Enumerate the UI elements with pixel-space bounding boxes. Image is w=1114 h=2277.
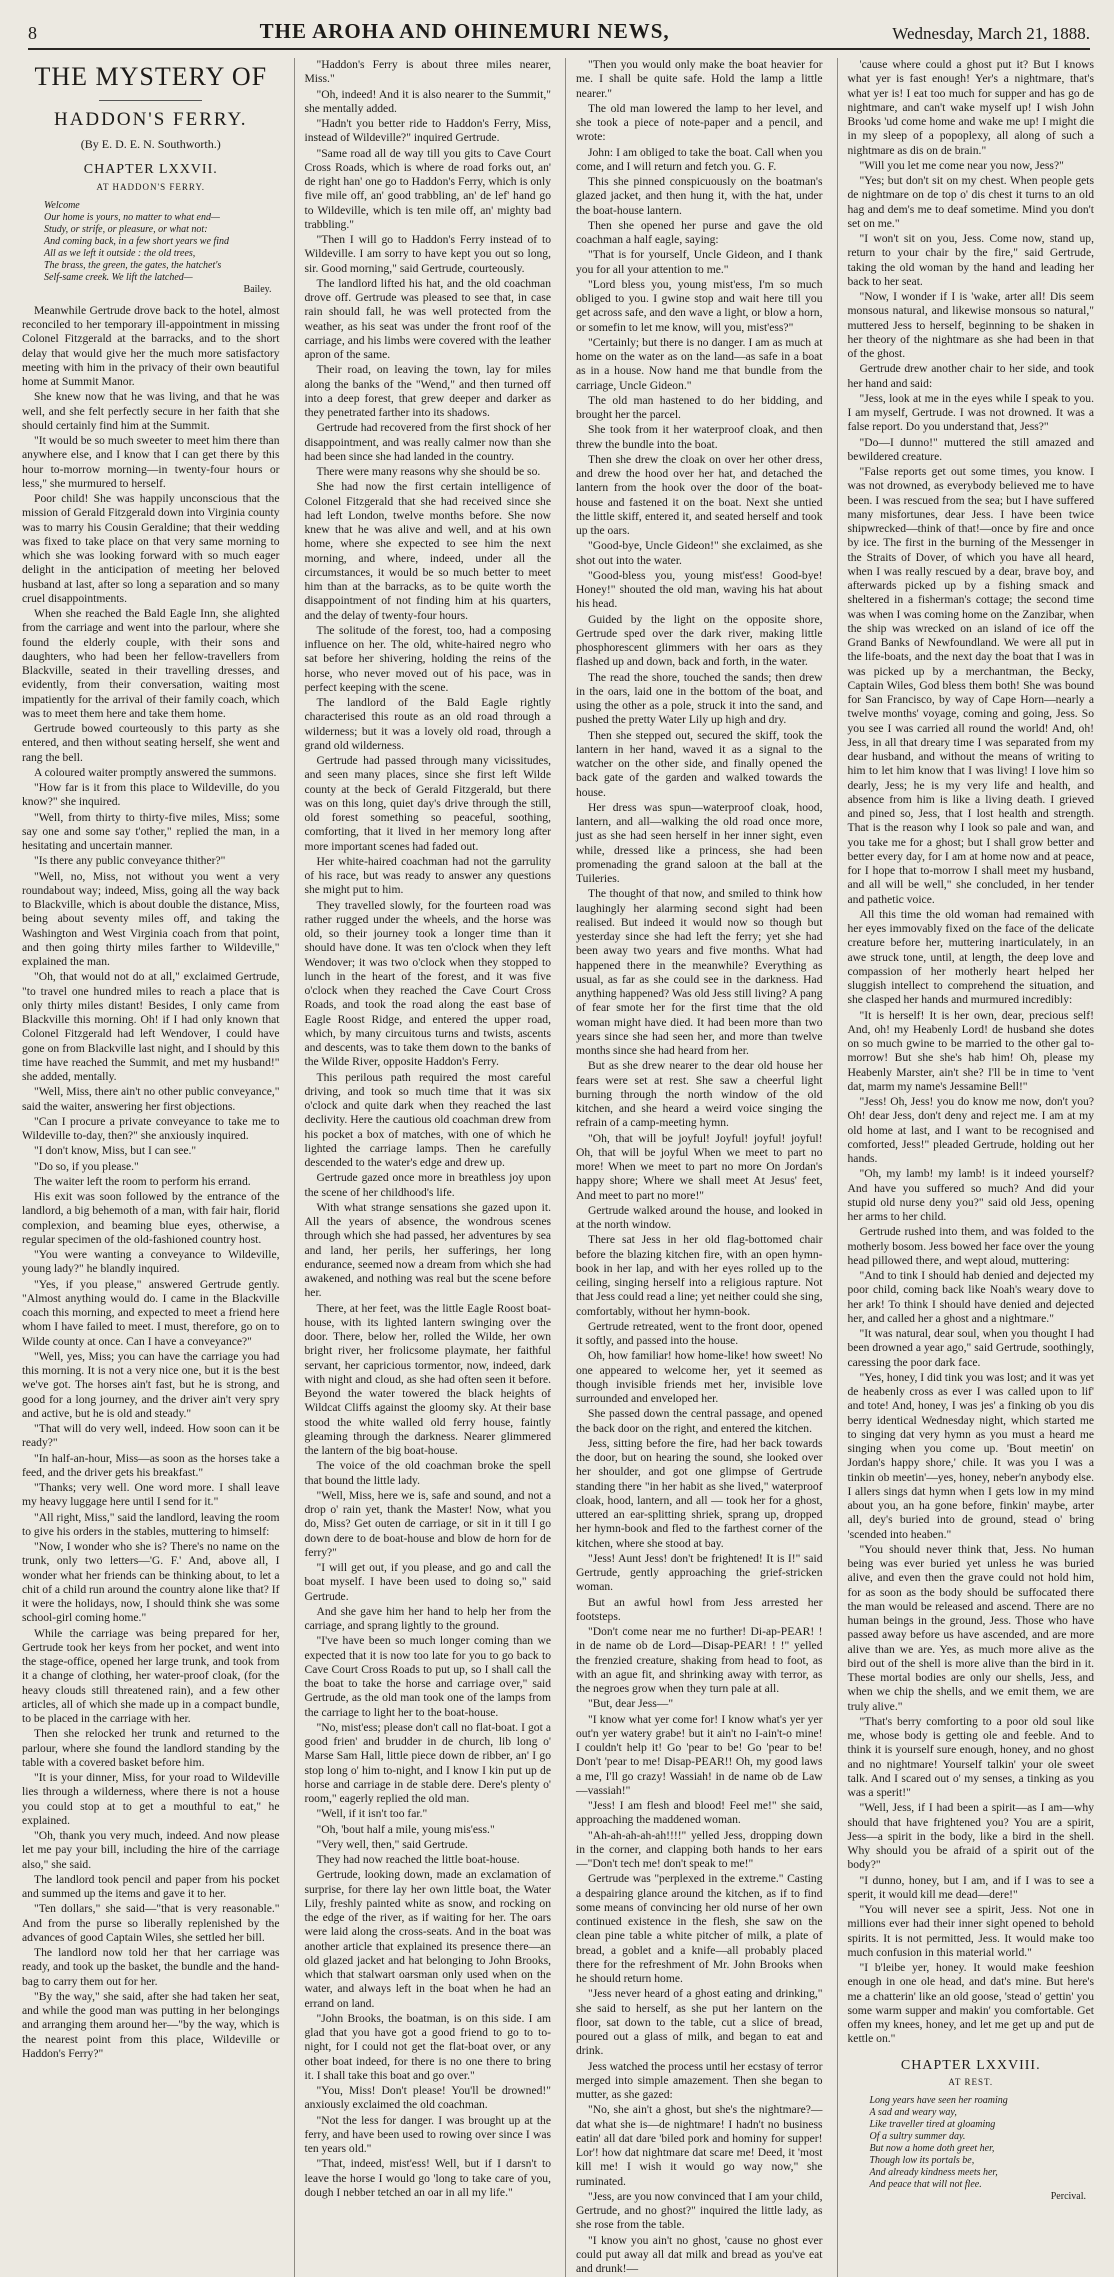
newspaper-title: THE AROHA AND OHINEMURI NEWS, — [259, 19, 670, 43]
paragraph: "You should never think that, Jess. No human being was ever buried yet unless he was buried alive, and even then the grave could not hold him, for as soon as the body should be suffocated there the man would be released and ascend. There are no human beings in the ground, Jess. Those who have passed away before us have ascended, and are more alive than we are. Yes, as much more alive as the bird out of the shell is more alive than the bird in it. These mortal bodies are only our shells, Jess, and when we chip the shells, and we emit them, we are truly alive." — [847, 1542, 1094, 1713]
paragraph: "Hadn't you better ride to Haddon's Ferry, Miss, instead of Wildeville?" inquired Gertrude. — [304, 117, 551, 145]
paragraph: "I b'leibe yer, honey. It would make feeshion enough in one ole head, and dat's mine. But here's me a chatterin' like an old goose, 'stead o' gettin' you some warm supper and makin' you comfortable. Get offen my knees, honey, and let me get up and put de kettle on." — [847, 1961, 1094, 2046]
paragraph: "You were wanting a conveyance to Wildeville, young lady?" he blandly inquired. — [22, 1248, 280, 1276]
paragraph: "And to tink I should hab denied and dejected my poor child, coming back like Noah's weary dove to her ark! To think I should have denied and dejected her, and called her a ghost and a nightmare." — [847, 1269, 1094, 1325]
paragraph: Gertrude was "perplexed in the extreme." Casting a despairing glance around the kitchen, as if to find some means of convincing her old nurse of her own continued existence in the flesh, she saw on the clean pine table a white pitcher of milk, a plate of bread, a goblet and a knife—all probably placed there for the refreshment of Mr. John Brooks when he should return home. — [576, 1872, 823, 1985]
verse-line: Our home is yours, no matter to what end— — [44, 211, 220, 223]
paragraph: "Oh, thank you very much, indeed. And now please let me pay your bill, including the hire of the carriage also," she said. — [22, 1829, 280, 1871]
paragraph: Then she stepped out, secured the skiff, took the lantern in her hand, waved it as a signal to the watcher on the other side, and finally opened the back gate of the garden and walked towards the house. — [576, 728, 823, 799]
chapter-epigraph — [44, 200, 280, 296]
paragraph: Their road, on leaving the town, lay for miles along the banks of the "Wend," and then turned off into a deep forest, that grew deeper and darker as they penetrated farther into its shadows. — [304, 363, 551, 419]
chapter-2-epigraph — [870, 2095, 1095, 2203]
paragraph: Jess watched the process until her ecstasy of terror merged into simple amazement. Then she began to mutter, as she gazed: — [576, 2059, 823, 2101]
verse-line: And peace that will not flee. — [869, 2179, 982, 2190]
paragraph: "It is your dinner, Miss, for your road to Wildeville lies through a wilderness, where there is not a house you could stop at to get a mouthful to eat," he explained. — [22, 1771, 280, 1827]
paragraph: "Jess! Aunt Jess! don't be frightened! It is I!" said Gertrude, gently approaching the grief-stricken woman. — [576, 1551, 823, 1594]
paragraph: "Do so, if you please." — [34, 1159, 139, 1173]
column-3-body — [576, 58, 823, 2276]
verse-line: But now a home doth greet her, — [869, 2143, 995, 2154]
paragraph: "No, she ain't a ghost, but she's the nightmare?—dat what she is—de nightmare! I hadn't no business eatin' all dat dare 'biled pork and hominy for supper! Lor'! how dat nightmare dat scare me! Deed, it 'most kill me! I wish it would go way now," she ruminated. — [576, 2103, 823, 2188]
verse-line: A sad and weary way, — [869, 2107, 957, 2118]
paragraph: She passed down the central passage, and opened the back door on the right, and entered the kitchen. — [576, 1407, 823, 1435]
paragraph: "Do—I dunno!" muttered the still amazed and bewildered creature. — [847, 435, 1094, 463]
paragraph: There were many reasons why she should be so. — [316, 465, 541, 478]
paragraph: "Not the less for danger. I was brought up at the ferry, and have been used to rowing over since I was ten years old." — [304, 2113, 551, 2155]
paragraph: "By the way," she said, after she had taken her seat, and while the good man was putting in her belongings and arranging them around her—"by the way, which is the nearest point from this place, Wildeville or Haddon's Ferry?" — [22, 1989, 280, 2060]
paragraph: While the carriage was being prepared for her, Gertrude took her keys from her pocket, and went into the stage-office, opened her large trunk, and took from it a change of clothing, her water-proof cloak, (for the heavy clouds still threatened rain), and a few other articles, all of which she made up in a compact bundle, to be placed in the carriage with her. — [22, 1626, 280, 1725]
paragraph: His exit was soon followed by the entrance of the landlord, a big behemoth of a man, with fair hair, florid complexion, and beaming blue eyes, otherwise, a regular specimen of the old-fashioned country host. — [22, 1190, 280, 1246]
paragraph: Gertrude, looking down, made an exclamation of surprise, for there lay her own little boat, the Water Lily, freshly painted white as snow, and rocking on the edge of the river, as if waiting for her. The oars were laid along the cross-seats. And in the boat was another article that explained its presence there—an old glazed jacket and hat belonging to John Brooks, which that stalwart oarsman only used when on the water, and always left in the boat when he had an errand on land. — [304, 1868, 551, 2010]
paragraph: But an awful howl from Jess arrested her footsteps. — [576, 1595, 823, 1623]
verse-line: Self-same creek. We lift the latched— — [44, 271, 193, 283]
column-1 — [22, 58, 280, 2277]
paragraph: "I don't know, Miss, but I can see." — [34, 1144, 197, 1158]
column-2-body — [305, 58, 552, 2200]
column-4-body — [848, 58, 1095, 2047]
paragraph: "Jess never heard of a ghost eating and drinking," she said to herself, as she put her lantern on the floor, sat down to the table, cut a slice of bread, poured out a glass of milk, and began to eat and drink. — [576, 1987, 823, 2058]
paragraph: Oh, how familiar! how home-like! how sweet! No one appeared to welcome her, yet it seemed as though invisible friends met her, invisible love surrounded and enveloped her. — [576, 1349, 823, 1405]
paragraph: "Oh, my lamb! my lamb! is it indeed yourself? And have you suffered so much? And did your stupid old nurse deny you?" said old Jess, opening her arms to her child. — [847, 1167, 1094, 1223]
paragraph: "Haddon's Ferry is about three miles nearer, Miss." — [304, 58, 551, 86]
story-title — [22, 62, 280, 131]
paragraph: "I know what yer come for! I know what's yer yer out'n yer watery grabe! but it ain't no I-ain't-o mine! I couldn't help it! Go 'pear to be! Go 'pear to be! Don't 'pear to me! Disap-PEAR!! Oh, my good laws a me, I'll go crazy! Wassiah! in de name ob de Law—vassiah!" — [576, 1712, 823, 1797]
paragraph: "Oh, that would not do at all," exclaimed Gertrude, "to travel one hundred miles to reach a place that is only thirty miles distant! Besides, I only came from Blackville this morning. Oh! if I had only known that Colonel Fitzgerald had left Wendover, I could have gone on from Blackville last night, and I should by this time have reached the Summit, and met my husband!" she added, mentally. — [22, 970, 280, 1083]
paragraph: "Oh, 'bout half a mile, young mis'ess." — [316, 1822, 495, 1836]
paragraph: Her dress was spun—waterproof cloak, hood, lantern, and all—walking the old road once more, just as she had seen herself in her inner sight, even while, dressed like a princess, she had been promenading the grand saloon at the ball at the Tuileries. — [576, 800, 823, 885]
issue-date: Wednesday, March 21, 1888. — [892, 24, 1090, 43]
paragraph: "Will you let me come near you now, Jess?" — [859, 158, 1064, 172]
paragraph: "Well, Miss, there ain't no other public conveyance," said the waiter, answering her first objections. — [22, 1085, 280, 1113]
title-rule — [99, 100, 202, 101]
paragraph: "Then you would only make the boat heavier for me. I shall be quite safe. Hold the lamp a little nearer." — [576, 58, 823, 100]
paragraph: "Jess! Oh, Jess! you do know me now, don't you? Oh! dear Jess, don't deny and reject me. I am at my old home at last, and I want to be recognised and comforted, Jess!" pleaded Gertrude, holding out her hands. — [847, 1095, 1094, 1165]
paragraph: "In half-an-hour, Miss—as soon as the horses take a feed, and the driver gets his breakfast." — [22, 1451, 280, 1479]
chapter-2-heading: CHAPTER LXXVIII. — [900, 2057, 1041, 2073]
page-number: 8 — [28, 23, 37, 43]
paragraph: "How far is it from this place to Wildeville, do you know?" she inquired. — [22, 781, 280, 809]
verse-line: The brass, the green, the gates, the hatchet's — [44, 259, 222, 271]
paragraph: Gertrude walked around the house, and looked in at the north window. — [576, 1203, 823, 1231]
paragraph: "Well, yes, Miss; you can have the carriage you had this morning. It is not a very nice one, but it is the best we've got. The horses ain't fast, but he is strong, and good for a long journey, and the driver ain't very spry and active, but he is old and steady." — [22, 1349, 280, 1420]
verse-citation: Bailey. — [243, 283, 272, 295]
paragraph: "You will never see a spirit, Jess. Not one in millions ever had their inner sight opened to behold spirits. It is not permitted, Jess. It would make too much confusion in this material world." — [847, 1903, 1094, 1959]
paragraph: 'cause where could a ghost put it? But I knows what yer is fast enough! Yer's a nightmare, that's what yer is! I eat too much for supper and has go de nightmare, and can't wake myself up! I wish John Brooks 'ud come home and wake me up! I might die in my sleep of a popoplexy, all along of such a nightmare as dis on de brain." — [847, 58, 1094, 157]
verse-line: Welcome — [44, 199, 80, 211]
byline: (By E. D. E. N. Southworth.) — [80, 137, 221, 151]
paragraph: Gertrude had passed through many vicissitudes, and seen many places, since she first left Wilde county at the beck of Gerald Fitzgerald, but there was on this long, quiet day's drive through the still, old forest something so peaceful, soothing, comforting, that it lived in her memory long after more important scenes had faded out. — [304, 754, 551, 853]
paragraph: Her white-haired coachman had not the garrulity of his race, but was ready to answer any questions she might put to him. — [304, 854, 551, 897]
paragraph: "John Brooks, the boatman, is on this side. I am glad that you have got a good friend to go to to-night, for I could not get the flat-boat over, or any other boat indeed, for there is no one there to bring it. I shall take this boat and go over." — [304, 2011, 551, 2082]
story-title-line1: THE MYSTERY OF — [34, 62, 268, 91]
paragraph: "Ah-ah-ah-ah-ah!!!!" yelled Jess, dropping down in the corner, and clapping both hands to her ears—"Don't tech me! don't speak to me!" — [576, 1828, 823, 1870]
paragraph: "I won't sit on you, Jess. Come now, stand up, return to your chair by the fire," said Gertrude, taking the old woman by the hand and leading her back to her seat. — [847, 232, 1094, 288]
paragraph: There sat Jess in her old flag-bottomed chair before the blazing kitchen fire, with an open hymn-book in her lap, and with her eyes rolled up to the ceiling, singing herself into a religious rapture. Not that Jess could read a line; yet neither could she sing, comfortably, without her hymn-book. — [576, 1233, 823, 1318]
paragraph: "That will do very well, indeed. How soon can it be ready?" — [22, 1422, 280, 1450]
verse-citation: Percival. — [1050, 2191, 1086, 2202]
paragraph: "Very well, then," said Gertrude. — [316, 1837, 468, 1851]
paragraph: This perilous path required the most careful driving, and took so much time that it was six o'clock and quite dark when they reached the last declivity. Here the cautious old coachman drew from his pocket a box of matches, with one of which he lighted the carriage lamps. Then he carefully descended to the water's edge and drew up. — [304, 1070, 551, 1169]
paragraph: They had now reached the little boat-house. — [316, 1853, 520, 1866]
paragraph: "I've have been so much longer coming than we expected that it is now too late for you to go back to Cave Court Cross Roads to put up, so I shall call the the boat to take the horse and carriage over," said Gertrude, as the old man took one of the lamps from the carriage to light her to the boat-house. — [304, 1634, 551, 1719]
paragraph: Gertrude drew another chair to her side, and took her hand and said: — [847, 362, 1094, 390]
paragraph: The voice of the old coachman broke the spell that bound the little lady. — [304, 1459, 551, 1487]
paragraph: "Yes, if you please," answered Gertrude gently. "Almost anything would do. I came in the Blackville coach this morning, and expected to meet a friend here whom I have failed to meet. I must, therefore, go on to Wilde county at once. Can I have a conveyance?" — [22, 1277, 280, 1348]
paragraph: "Can I procure a private conveyance to take me to Wildeville to-day, then?" she anxiously inquired. — [22, 1114, 280, 1142]
paragraph: Jess, sitting before the fire, had her back towards the door, but on hearing the sound, she looked over her shoulder, and got one glimpse of Gertrude standing there "in her habit as she lived," waterproof cloak, hood, lantern, and all — took her for a ghost, uttered an ear-splitting shriek, sprang up, dropped her hymn-book and fled to the farthest corner of the kitchen, where she stood at bay. — [576, 1436, 823, 1550]
paragraph: A coloured waiter promptly answered the summons. — [34, 765, 277, 779]
paragraph: "It was natural, dear soul, when you thought I had been drowned a year ago," said Gertrude, soothingly, caressing the poor dark face. — [847, 1327, 1094, 1369]
paragraph: "Good-bless you, young mist'ess! Good-bye! Honey!" shouted the old man, waving his hat about his head. — [576, 568, 823, 611]
paragraph: Gertrude bowed courteously to this party as she entered, and then without seating herself, she went and rang the bell. — [22, 722, 280, 764]
paragraph: "That, indeed, mist'ess! Well, but if I darsn't to leave the horse I would go 'long to take care of you, dough I nebber tetched an oar in all my life." — [304, 2157, 551, 2199]
column-4 — [837, 58, 1095, 2277]
chapter-2-subtitle: AT REST. — [948, 2076, 994, 2087]
paragraph: The landlord lifted his hat, and the old coachman drove off. Gertrude was pleased to see that, in case rain should fall, he was well protected from the weather, as his seat was under the front roof of the carriage, and his limbs were covered with the leather apron of the same. — [304, 276, 551, 361]
paragraph: John: I am obliged to take the boat. Call when you come, and I will return and fetch you. G. F. — [576, 145, 823, 173]
verse-line: Study, or strife, or pleasure, or what not: — [44, 223, 208, 235]
paragraph: "Then I will go to Haddon's Ferry instead of to Wildeville. I am sorry to have kept you out so long, sir. Good morning," said Gertrude, courteously. — [304, 233, 551, 275]
paragraph: But as she drew nearer to the dear old house her fears were set at rest. She saw a cheerful light burning through the north window of the old kitchen, and she heard a weird voice singing the refrain of a camp-meeting hymn. — [576, 1059, 823, 1130]
paragraph: "All right, Miss," said the landlord, leaving the room to give his orders in the stables, muttering to himself: — [22, 1510, 280, 1538]
paragraph: "It would be so much sweeter to meet him there than anywhere else, and I know that I can get there by this hour to-morrow morning—in twenty-four hours or less," she murmured to herself. — [22, 434, 280, 490]
paragraph: The old man hastened to do her bidding, and brought her the parcel. — [576, 393, 823, 421]
paragraph: This she pinned conspicuously on the boatman's glazed jacket, and then hung it, with the hat, under the boat-house lantern. — [576, 175, 823, 217]
paragraph: "Lord bless you, young mist'ess, I'm so much obliged to you. I gwine stop and wait here till you get across safe, and den wave a light, or blow a horn, or somefin to let me know, will you, mist'ess?" — [576, 277, 823, 334]
paragraph: Then she relocked her trunk and returned to the parlour, where she found the landlord standing by the table with a covered basket before him. — [22, 1727, 280, 1769]
verse-line: Long years have seen her roaming — [869, 2095, 1008, 2106]
columns — [22, 58, 1094, 2275]
paragraph: Gertrude had recovered from the first shock of her disappointment, and was really calmer now than she had been since she had landed in the country. — [304, 421, 551, 463]
paragraph: The landlord now told her that her carriage was ready, and took up the basket, the bundle and the hand-bag to carry them out for her. — [22, 1946, 280, 1988]
column-2 — [294, 58, 552, 2277]
paragraph: "Oh, indeed! And it is also nearer to the Summit," she mentally added. — [304, 87, 551, 115]
paragraph: Gertrude gazed once more in breathless joy upon the scene of her childhood's life. — [304, 1171, 551, 1199]
page-header — [28, 14, 1090, 50]
paragraph: "That's berry comforting to a poor old soul like me, whose body is getting ole and feeble. And to think it is yourself sure enough, honey, and no ghost and no nightmare! Yourself talkin' your ole sweet talk. And I scared out o' my senses, a tinking as you was a sperit!" — [847, 1714, 1094, 1799]
paragraph: "But, dear Jess—" — [588, 1697, 674, 1711]
paragraph: "I know you ain't no ghost, 'cause no ghost ever could put away all dat milk and bread as you've eat and drunk!— — [576, 2233, 823, 2275]
paragraph: "Thanks; very well. One word more. I shall leave my heavy luggage here until I send for it." — [22, 1481, 280, 1509]
paragraph: "Jess, are you now convinced that I am your child, Gertrude, and no ghost?" inquired the little lady, as she rose from the table. — [576, 2189, 823, 2232]
paragraph: "It is herself! It is her own, dear, precious self! And, oh! my Heabenly Lord! de husband she dotes on so much gwine to be married to the other gal to-morrow! But she she's hab him! Oh, please my Heabenly Marster, ain't she? I'll be in time to 'vent dat, marm my name's Jessamine Bell!" — [847, 1008, 1094, 1093]
paragraph: She knew now that he was living, and that he was well, and she felt perfectly secure in her faith that she should certainly find him at the Summit. — [22, 390, 280, 432]
paragraph: "Same road all de way till you gits to Cave Court Cross Roads, which is where de road forks out, an' de right han' one go to Haddon's Ferry, which is only five mile off, an' good trabbling, an' de lef' hand go to Wildeville, which is ten mile off, an' mighty bad trabbling." — [304, 146, 551, 231]
paragraph: "False reports get out some times, you know. I was not drowned, as everybody believed me to have been. I was rescued from the sea; but I have suffered many misfortunes, dear Jess. I have been twice shipwrecked—think of that!—once by fire and once by ice. The first in the burning of the Messenger in the Straits of Dover, of which you have all heard, when I was really rescued by a dear, brave boy, and afterwards picked up by a fishing smack and sheltered in a fisherman's cottage; the second time was when I was coming home on the Zanzibar, when the ship was wrecked on an island of ice off the Grand Banks of Newfoundland. We were all put in the life-boats, and the next day the boat that I was in was picked up by a merchantman, the Becky, Captain Wiles, God bless them both! She was bound for San Francisco, by way of Cape Horn—nearly a twelve months' voyage, coming and going, Jess. So you see I was carried all round the world! And, oh! Jess, in all that dreary time I was separated from my dear husband, and without the means of writing to him to let him know that I was living! I love him so dearly, Jess; he is my very life and health, and absence from him is like a living death. I grieved and pined so, Jess, that I lost health and strength. That is the reason why I look so pale and wan, and you take me for a ghost; but I shall grow better and better every day, for I am at home now and at peace, for I hope that to-morrow I shall meet my husband, and all will be well," she concluded, in her tender and pathetic voice. — [847, 465, 1094, 906]
paragraph: "Good-bye, Uncle Gideon!" she exclaimed, as she shot out into the water. — [576, 539, 823, 567]
paragraph: The waiter left the room to perform his errand. — [34, 1174, 251, 1188]
paragraph: Poor child! She was happily unconscious that the mission of Gerald Fitzgerald down into Virginia county was to marry his Cousin Geraldine; that their wedding was fixed to take place on that very same morning to which she was looking forward with so much eager delight in the anticipation of meeting her beloved husband at last, after so long a separation and so many cruel disappointments. — [22, 492, 280, 605]
paragraph: "Well, Jess, if I had been a spirit—as I am—why should that have frightened you? You are a spirit, Jess—a spirit in the body, like a bird in the shell. Why should you be afraid of a spirit out of the body?" — [847, 1801, 1094, 1872]
paragraph: "Now, I wonder who she is? There's no name on the trunk, only two letters—'G. F.' And, above all, I wonder what her friends can be thinking about, to let a chit of a child run around the country alone like that? If it were the holidays, now, I should think she was some school-girl coming home." — [22, 1540, 280, 1625]
column-1-body — [22, 304, 280, 2061]
paragraph: There, at her feet, was the little Eagle Roost boat-house, with its lighted lantern swinging over the door. There, below her, rolled the Wilde, her own bright river, her frolicsome playmate, her faithful servant, her capricious tormentor, now, indeed, dark with night and cloud, as she had often seen it before. Beyond the water towered the black heights of Wildcat Cliffs against the gloomy sky. At their base stood the white walled old ferry house, faintly gleaming through the darkness. Nearer glimmered the lantern of the big boat-house. — [304, 1301, 551, 1457]
paragraph: "Is there any public conveyance thither?" — [34, 854, 226, 868]
paragraph: "No, mist'ess; please don't call no flat-boat. I got a good frien' and brudder in de church, lib long o' Marse Sam Hall, little piece down de ribber, an' I go stop long o' him to-night, and I know I kin put up de horse and carriage in de stable dere. Dere's plenty o' room," eagerly replied the old man. — [304, 1720, 551, 1805]
paragraph: They travelled slowly, for the fourteen road was rather rugged under the wheels, and the horse was old, so their journey took a longer time than it should have done. It was ten o'clock when they left Wendover; it was two o'clock when they stopped to lunch in the heart of the forest, and it was five o'clock when they reached the Cave Court Cross Roads, and took the road along the east base of Eagle Roost Ridge, and entered the upper road, which, by many circuitous turns and twists, ascents and descents, was to take them down to the banks of the Wilde River, opposite Haddon's Ferry. — [304, 898, 551, 1069]
verse-line: And coming back, in a few short years we find — [44, 235, 229, 247]
paragraph: "You, Miss! Don't please! You'll be drowned!" anxiously exclaimed the old coachman. — [304, 2084, 551, 2112]
paragraph: "Oh, that will be joyful! Joyful! joyful! joyful! Oh, that will be joyful When we meet to part no more! When we meet to part no more On Jordan's happy shore; Where we shall meet At Jesus' feet, And meet to part no more!" — [576, 1131, 823, 1202]
paragraph: "I will get out, if you please, and go and call the boat myself. I have been used to doing so," said Gertrude. — [304, 1561, 551, 1603]
paragraph: Then she opened her purse and gave the old coachman a half eagle, saying: — [576, 218, 823, 246]
paragraph: All this time the old woman had remained with her eyes immovably fixed on the face of the delicate creature before her, muttering inarticulately, in an awe struck tone, until, at length, the deep love and compassion of her motherly heart helped her sluggish intellect to comprehend the situation, and she clasped her hands and murmured incredibly: — [847, 907, 1094, 1007]
paragraph: "That is for yourself, Uncle Gideon, and I thank you for all your attention to me." — [576, 248, 823, 276]
paragraph: And she gave him her hand to help her from the carriage, and sprang lightly to the ground. — [304, 1604, 551, 1632]
paragraph: She had now the first certain intelligence of Colonel Fitzgerald that she had received since she had left London, twelve months before. She now knew that he was alive and well, and at his own home, where she expected to see him the next morning, and where, indeed, under all the circumstances, it would be so much better to meet him than at the barracks, as to be quite worth the disappointment of not finding him at his quarters, and the delay of twenty-four hours. — [304, 480, 551, 622]
paragraph: The read the shore, touched the sands; then drew in the oars, laid one in the bottom of the boat, and using the other as a pole, struck it into the sand, and pushed the pretty Water Lily up high and dry. — [576, 670, 823, 727]
paragraph: Gertrude retreated, went to the front door, opened it softly, and passed into the house. — [576, 1319, 823, 1347]
verse-line: Like traveller tired at gloaming — [869, 2119, 996, 2130]
chapter-heading: CHAPTER LXXVII. — [83, 162, 218, 178]
verse-line: Of a sultry summer day. — [869, 2131, 966, 2142]
verse-line: And already kindness meets her, — [869, 2167, 998, 2178]
paragraph: "Jess, look at me in the eyes while I speak to you. I am myself, Gertrude. I was not drowned. It was a false report. Do you understand that, Jess?" — [847, 391, 1094, 434]
paragraph: The landlord took pencil and paper from his pocket and summed up the items and gave it to her. — [22, 1872, 280, 1900]
chapter-subtitle: AT HADDON'S FERRY. — [96, 181, 206, 192]
paragraph: "Well, if it isn't too far." — [316, 1807, 428, 1821]
paragraph: "Certainly; but there is no danger. I am as much at home on the water as on the land—as safe in a boat as in a house. Now hand me that bundle from the carriage, Uncle Gideon." — [576, 335, 823, 392]
paragraph: "Yes, honey, I did tink you was lost; and it was yet de heabenly cross as ever I was called upon to lif' and tote! And, honey, I was jes' a finking ob you dis berry identical Wednesday night, which started me to singing dat very hymn as you must a heard me singing when you come up. 'Bout meetin' on Jordan's happy shore,' chile. It was you I was a tinkin ob meetin'—yes, honey, neber'n anybody else. I allers sings dat hymn when I gets low in my mind about you, an ha gone before, finkin' maybe, arter all, dey's buried into de ground, stead o' bring 'scended into heaben." — [847, 1370, 1094, 1541]
paragraph: Gertrude rushed into them, and was folded to the motherly bosom. Jess bowed her face over the young head pillowed there, and wept aloud, muttering: — [847, 1225, 1094, 1267]
story-title-line2: HADDON'S FERRY. — [53, 109, 248, 130]
paragraph: The old man lowered the lamp to her level, and she took a piece of note-paper and a pencil, and wrote: — [576, 101, 823, 144]
paragraph: "Now, I wonder if I is 'wake, arter all! Dis seem monsous natural, and likewise monsous so natural," muttered Jess to herself, beginning to be shaken in her theory of the nightmare as she had been in that of the ghost. — [847, 290, 1094, 360]
paragraph: "Well, from thirty to thirty-five miles, Miss; some say one and some say t'other," replied the man, in a hesitating and uncertain manner. — [22, 810, 280, 852]
paragraph: "Jess! I am flesh and blood! Feel me!" she said, approaching the maddened woman. — [576, 1799, 823, 1827]
verse-line: Though low its portals be, — [869, 2155, 975, 2166]
paragraph: The landlord of the Bald Eagle rightly characterised this route as an old road through a wilderness; but it was a lovely old road, through a grand old wilderness. — [304, 696, 551, 752]
paragraph: She took from it her waterproof cloak, and then threw the bundle into the boat. — [576, 423, 823, 451]
paragraph: "Don't come near me no further! Di-ap-PEAR! ! in de name ob de Lord—Disap-PEAR! ! !" yelled the frenzied creature, shaking from head to foot, as with an ague fit, and shrinking away with terror, as the negroes grow when they turn pale at all. — [576, 1625, 823, 1695]
paragraph: "I dunno, honey, but I am, and if I was to see a sperit, it would kill me dead—dere!" — [847, 1873, 1094, 1901]
paragraph: Then she drew the cloak on over her other dress, and drew the hood over her hat, and detached the lantern from the hook over the door of the boat-house and fastened it on the boat. Next she untied the little skiff, entered it, and seated herself and took up the oars. — [576, 452, 823, 537]
paragraph: With what strange sensations she gazed upon it. All the years of absence, the wondrous scenes through which she had passed, her adventures by sea and land, her perils, her sufferings, her long endurance, seemed now a dream from which she had awakened, and nothing was real but the scene before her. — [304, 1200, 551, 1300]
paragraph: "Well, no, Miss, not without you went a very roundabout way; indeed, Miss, going all the way back to Blackville, which is about double the distance, Miss, being about seventy miles off, and taking the Washington and West Virginia coach from that point, and then going thirty miles farther to Wildeville," explained the man. — [22, 869, 280, 968]
column-3 — [565, 58, 823, 2277]
paragraph: When she reached the Bald Eagle Inn, she alighted from the carriage and went into the parlour, where she found the elderly couple, with their sons and daughters, who had been her fellow-travellers from Blackville, seated in their travelling dresses, and evidently, from their conversation, waiting most impatiently for the arrival of their family coach, which was to meet them here and take them home. — [22, 607, 280, 720]
paragraph: "Ten dollars," she said—"that is very reasonable." And from the purse so liberally replenished by the advances of good Captain Wiles, she settled her bill. — [22, 1902, 280, 1944]
paragraph: "Well, Miss, here we is, safe and sound, and not a drop o' rain yet, thank the Master! Now, what you do, Miss? Get outen de carriage, or sit in it till I go down dere to de boat-house and blow de horn for de ferry?" — [304, 1488, 551, 1559]
paragraph: Guided by the light on the opposite shore, Gertrude sped over the dark river, making little phosphorescent glimmers with her oars as they flashed up and down, back and forth, in the water. — [576, 612, 823, 669]
verse-line: All as we left it outside : the old trees, — [44, 247, 196, 259]
paragraph: The solitude of the forest, too, had a composing influence on her. The old, white-haired negro who sat before her shivering, holding the reins of the horse, who never moved out of his pace, was in perfect keeping with the scene. — [304, 623, 551, 694]
paragraph: The thought of that now, and smiled to think how laughingly her alarming second sight had been realised. But indeed it would now so though but yesterday since she had left the ferry; yet she had been away two years and five months. What had happened there in the meanwhile? Everything as usual, as far as she could see in the darkness. Had anything happened? Was old Jess still living? A pang of fear smote her for the first time that the old woman might have died. It had been more than two years since she had seen her, and more than twelve months since she had heard from her. — [576, 887, 823, 1057]
paragraph: "Yes; but don't sit on my chest. When people gets de nightmare on de top o' dis chest it turns to an old hag and dem's me to deaf sometime. Mind you don't set on me." — [847, 174, 1094, 230]
paragraph: Meanwhile Gertrude drove back to the hotel, almost reconciled to her temporary ill-appointment in missing Colonel Fitzgerald at the barracks, and to the short delay that would give her the much more satisfactory meeting with him in the privacy of their own beautiful home at Summit Manor. — [22, 303, 280, 388]
